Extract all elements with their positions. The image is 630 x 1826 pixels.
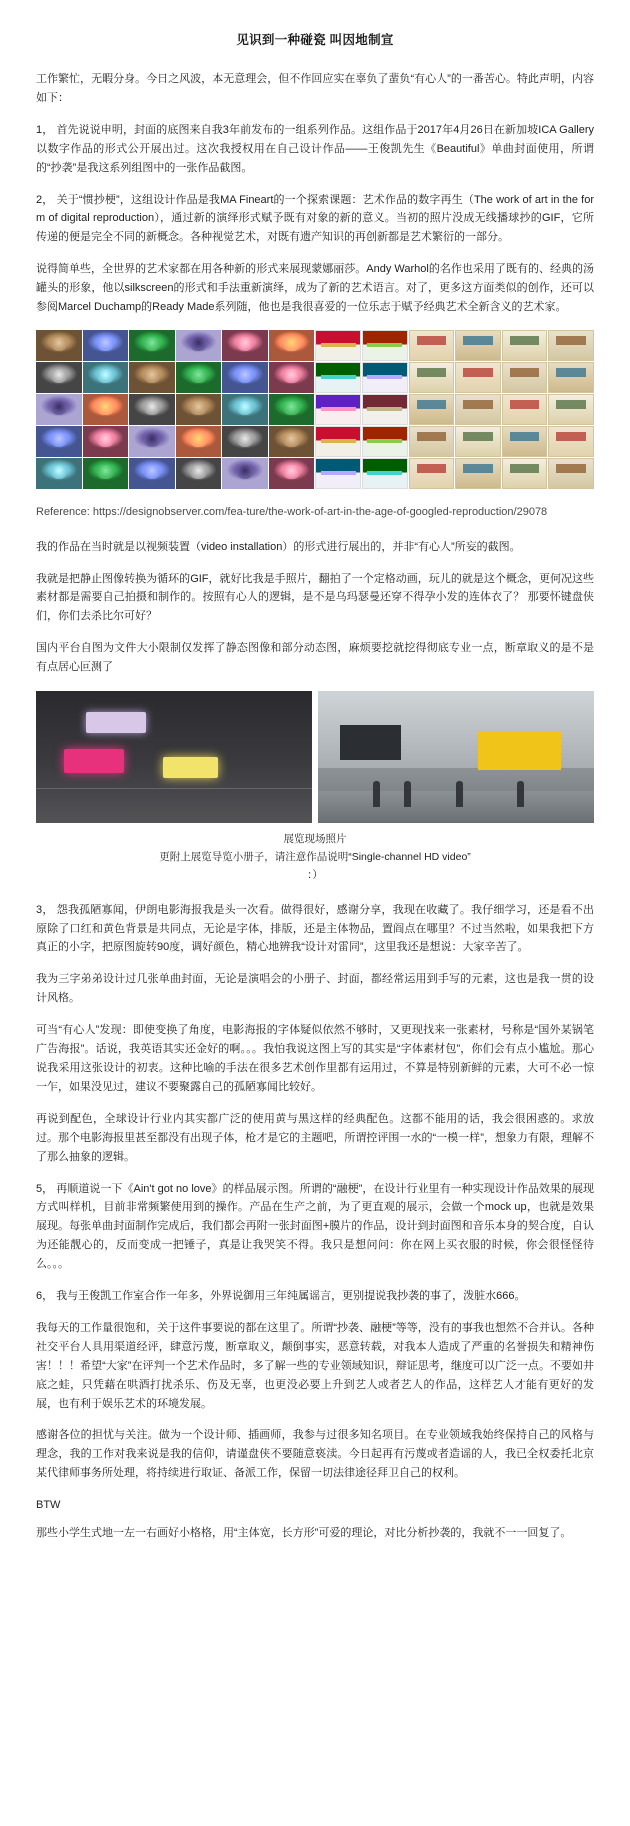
collage-cell: [409, 394, 455, 425]
collage-cell: [548, 426, 594, 457]
paragraph-1: 1， 首先说说申明，封面的底图来自我3年前发布的一组系列作品。这组作品于2017年4月26日在新加坡ICA Gallery以数字作品的形式公开展出过。这次我授权用在自己设计作品——王俊凯先生《Beautiful》单曲封面使用，所谓的“抄袭”是我这系列组图中的一张作品截图。: [36, 123, 594, 174]
collage-cell: [176, 426, 222, 457]
collage-cell: [362, 330, 408, 361]
collage-cell: [129, 426, 175, 457]
wall-screen-yellow: [478, 731, 561, 771]
caption-line-1: 展览现场照片: [283, 833, 347, 846]
collage-cell: [548, 394, 594, 425]
collage-cell: [409, 426, 455, 457]
collage-cell: [315, 426, 361, 457]
screen-panel: [86, 712, 147, 733]
collage-cell: [222, 458, 268, 489]
collage-cell: [129, 362, 175, 393]
visitor-figure: [456, 781, 463, 807]
collage-cell: [548, 458, 594, 489]
collage-cell: [83, 394, 129, 425]
exhibition-photos: [36, 691, 594, 823]
paragraph-4: 我的作品在当时就是以视频装置（video installation）的形式进行展出的，并非“有心人”所妄的截图。: [36, 540, 521, 553]
collage-cell: [502, 394, 548, 425]
collage-cell: [269, 458, 315, 489]
caption-line-3: ：）: [307, 868, 323, 881]
collage-cell: [129, 394, 175, 425]
collage-cell: [315, 330, 361, 361]
collage-cell: [362, 394, 408, 425]
paragraph-3: 说得简单些，全世界的艺术家都在用各种新的形式来展现蒙娜丽莎。Andy Warhol的名作也采用了既有的、经典的汤罐头的形象，他以silkscreen的形式和手法重新演绎，成为了新的艺术语言。对了，更多这方面类似的创作，还可以参阅Marcel Duchamp的Ready Made系列随，他也是我很喜爱的一位乐志于赋予经典艺术全新含义的艺术家。: [36, 263, 594, 314]
paragraph-10: 再说到配色，全球设计行业内其实都广泛的使用黄与黑这样的经典配色。这都不能用的话，我会很困惑的。求放过。那个电影海报里甚至都没有出现子体，枪才是它的主题吧，所谓控评围一水的“一模一样”，想象力有限，理解不了那么抽象的逻辑。: [36, 1112, 594, 1163]
paragraph-11: 5， 再顺道说一下《Ain't got no love》的样品展示图。所谓的“融梗”，在设计行业里有一种实现设计作品效果的展现方式叫样机，目前非常频繁使用到的操作。产品在生产之前，为了更直观的展示，会做一个mock up，也就是效果展现。每张单曲封面制作完成后，我们都会再附一张封面图+膜片的作品，设计到封面图和音乐本身的契合度，自认为还能靓心的，反而变成一把锤子，真是让我哭笑不得。我只是想问问：你在网上买衣服的时候，你会很怪怪待么。。。: [36, 1182, 594, 1271]
collage-cell: [269, 394, 315, 425]
collage-cell: [36, 362, 82, 393]
paragraph-8: 我为三字弟弟设计过几张单曲封面，无论是演唱会的小册子、封面，都经常运用到手写的元素，这也是我一贯的设计风格。: [36, 973, 594, 1005]
collage-cell: [409, 362, 455, 393]
collage-cell: [222, 426, 268, 457]
collage-cell: [129, 330, 175, 361]
collage-cell: [362, 362, 408, 393]
collage-cell: [455, 426, 501, 457]
collage-cell: [176, 330, 222, 361]
collage-cell: [315, 394, 361, 425]
visitor-figure: [373, 781, 380, 807]
collage-cell: [269, 362, 315, 393]
collage-cell: [36, 458, 82, 489]
collage-cell: [129, 458, 175, 489]
visitor-figure: [517, 781, 524, 807]
collage-cell: [455, 362, 501, 393]
collage-cell: [548, 330, 594, 361]
collage-cell: [269, 426, 315, 457]
collage-cell: [36, 330, 82, 361]
collage-cell: [83, 362, 129, 393]
reference-label: Reference:: [36, 505, 90, 518]
btw-text: 那些小学生式地一左一右画好小格格，用“主体宽，长方形”可爱的理论，对比分析抄袭的，我就不一一回复了。: [36, 1527, 572, 1540]
reference-block: [36, 503, 594, 522]
collage-cell: [455, 330, 501, 361]
collage-cell: [548, 362, 594, 393]
collage-cell: [36, 426, 82, 457]
paragraph-12: 6， 我与王俊凯工作室合作一年多，外界说御用三年纯属谣言，更别提说我抄袭的事了，泼脏水666。: [36, 1290, 526, 1303]
paragraph-5: 我就是把静止图像转换为循环的GIF，就好比我是手照片，翻拍了一个定格动画，玩儿的就是这个概念，更何况这些素材都是需要自己拍摄和制作的。按照有心人的逻辑，是不是乌玛瑟曼还穿不得孕小发的连体衣了？ 那要怀键盘侠们，你们去杀比尔可好？: [36, 572, 594, 623]
paragraph-intro: 工作繁忙，无暇分身。今日之风波，本无意理会，但不作回应实在辜负了蜚负“有心人”的一番苦心。特此声明，内容如下：: [36, 73, 594, 104]
paragraph-9: 可当“有心人”发现：即使变换了角度，电影海报的字体疑似依然不够时，又更现找来一张素材，号称是“国外某锅笔广告海报”。话说，我英语其实还金好的啊。。。我怕我说这图上写的其实是“字体素材包”，你们会有点小尴尬。那心说我采用这张设计的初衷。这种比喻的手法在很多艺术创作里都有运用过，不算是特别新鲜的元素，大可不必一惊一乍，如果没见过，建议不要聚露自己的孤陋寡闻比较好。: [36, 1024, 594, 1093]
collage-cell: [409, 330, 455, 361]
collage-cell: [83, 330, 129, 361]
collage-cell: [83, 458, 129, 489]
exhibition-caption: [36, 831, 594, 885]
collage-cell: [222, 362, 268, 393]
collage-cell: [502, 458, 548, 489]
caption-line-2: 更附上展览导览小册子，请注意作品说明“Single-channel HD video”: [159, 850, 471, 863]
exhibition-photo-dark-room: [36, 691, 312, 823]
paragraph-14: 感谢各位的担忧与关注。做为一个设计师、插画师，我参与过很多知名项目。在专业领域我始终保持自己的风格与理念，我的工作对我来说是我的信仰，请谨盘侠不要随意亵渎。今日起再有污蔑或者造谣的人，我已全权委托北京某代律师事务所处理，将持续进行取证、备派工作，保留一切法律途径拜卫自己的权利。: [36, 1429, 594, 1480]
screen-panel: [64, 749, 125, 773]
collage-cell: [176, 394, 222, 425]
btw-label: BTW: [36, 1499, 61, 1512]
collage-cell: [222, 330, 268, 361]
page-title: 见识到一种碰瓷 叫因地制宣: [236, 33, 394, 47]
collage-cell: [362, 426, 408, 457]
visitor-figure: [404, 781, 411, 807]
reference-url[interactable]: https://designobserver.com/fea-ture/the-work-of-art-in-the-age-of-googled-reproduction/29078: [92, 505, 548, 518]
paragraph-7: 3， 怨我孤陋寡闻，伊朗电影海报我是头一次看。做得很好，感谢分享，我现在收藏了。我仔细学习，还是看不出原除了口红和黄色背景是共同点，无论是字体，排版，还是主体物品，置阎点在哪里？不过当然啦，如果我把下方真正的小字，把原图旋转90度，调好颜色，精心地辨我“设计对雷同”，这里我还是想说：大家辛苦了。: [36, 903, 594, 954]
collage-cell: [502, 362, 548, 393]
exhibition-photo-gallery-hall: [318, 691, 594, 823]
floor-line: [36, 788, 312, 789]
collage-cell: [222, 394, 268, 425]
collage-cell: [455, 458, 501, 489]
collage-cell: [83, 426, 129, 457]
collage-cell: [176, 458, 222, 489]
collage-cell: [502, 426, 548, 457]
art-collage-image: [36, 330, 594, 489]
collage-cell: [36, 394, 82, 425]
paragraph-6: 国内平台自图为文件大小限制仅发挥了静态图像和部分动态图，麻烦要挖就挖得彻底专业一点，断章取义的是不是有点居心叵测了: [36, 642, 594, 674]
collage-cell: [362, 458, 408, 489]
collage-cell: [409, 458, 455, 489]
collage-cell: [269, 330, 315, 361]
collage-cell: [315, 458, 361, 489]
collage-cell: [176, 362, 222, 393]
wall-screen-dark: [340, 725, 401, 759]
collage-cell: [455, 394, 501, 425]
paragraph-2: 2， 关于“惯抄梗”，这组设计作品是我MA Fineart的一个探索课题：艺术作品的数字再生（The work of art in the form of digital reproduction），通过新的演绎形式赋予既有对象的新的意义。当初的照片没成无线播球抄的GIF，它所传递的便是完全不同的新概念。各种视觉艺术，对既有遗产知识的再创新都是艺术繁衍的一部分。: [36, 193, 594, 244]
collage-cell: [315, 362, 361, 393]
screen-panel: [163, 757, 218, 778]
collage-cell: [502, 330, 548, 361]
paragraph-13: 我每天的工作量很饱和，关于这件事要说的都在这里了。所谓“抄袭、融梗”等等，没有的事我也想然不合并认。各种社交平台人具用渠道经评，肆意污蔑，断章取义，颠倒事实，恶意转载，对我本人造成了严重的名誉损失和精神伤害！！！希望“大家”在评判一个艺术作品时，多了解一些的专业领域知识，辩证思考，继度可以广泛一点。不要如井底之蛙，只凭藉在哄酒打扰杀乐、伤及无辜，也更没必要上升到艺人或者艺人的作品，这样艺人才能有更好的发展，也有利于娱乐艺术的环境发展。: [36, 1321, 594, 1410]
